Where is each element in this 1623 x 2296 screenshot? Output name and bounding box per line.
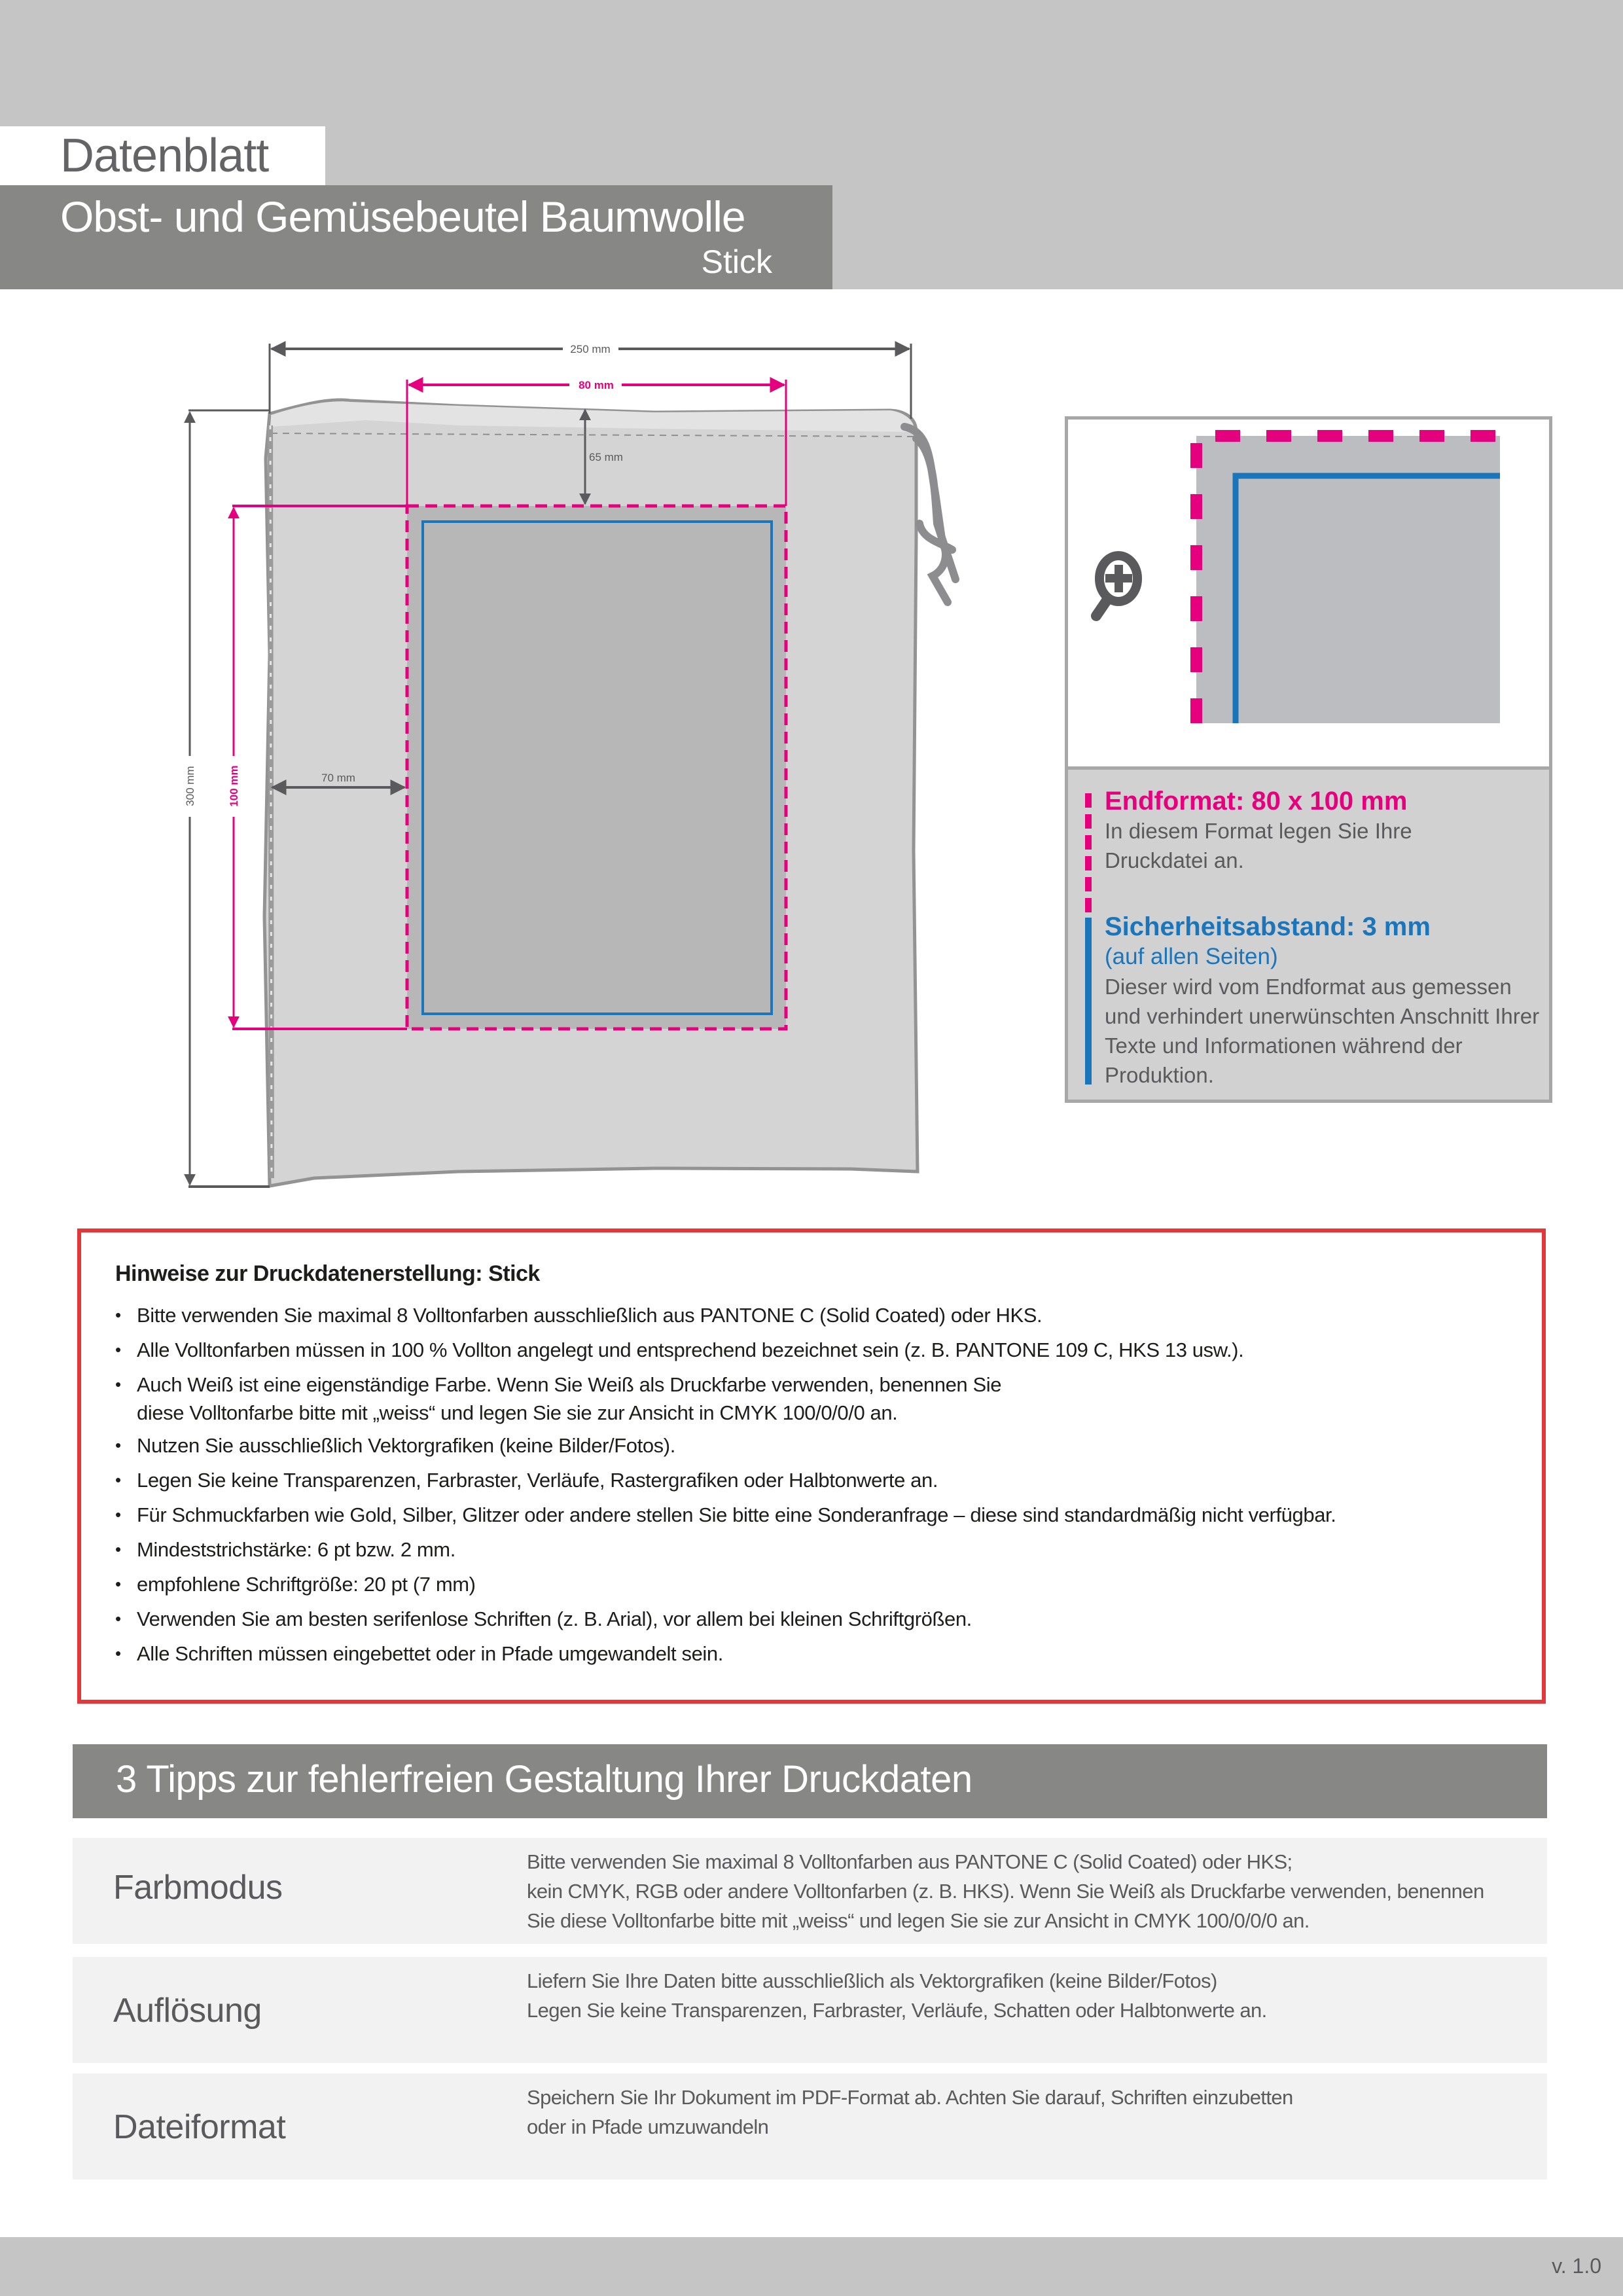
print-notes-box: [77, 1229, 1546, 1704]
dim-height-print: 100 mm: [228, 765, 240, 807]
note-text: Alle Volltonfarben müssen in 100 % Vollton angelegt und entsprechend bezeichnet sein (z. B. PANTONE 109 C, HKS 13 usw.).: [137, 1338, 1244, 1361]
tip-label: Dateiformat: [113, 2108, 286, 2146]
note-item: [115, 1636, 1336, 1671]
dim-offset-left: 70 mm: [321, 772, 355, 784]
note-item: [115, 1532, 1336, 1567]
dim-height-total: 300 mm: [184, 766, 196, 806]
tip-line: Legen Sie keine Transparenzen, Farbraster, Verläufe, Schatten oder Halbtonwerte an.: [527, 1999, 1267, 2022]
tip-row-farbmodus: [73, 1838, 1547, 1944]
tip-row-aufloesung: [73, 1957, 1547, 2063]
tip-row-dateiformat: [73, 2073, 1547, 2179]
safety-subtitle: (auf allen Seiten): [1105, 944, 1278, 969]
corner-detail: [1068, 420, 1549, 766]
safety-text: Dieser wird vom Endformat aus gemessen und verhindert unerwünschten Anschnitt Ihrer Texte und Informationen während der Produktion.: [1105, 975, 1540, 1087]
tip-line: Speichern Sie Ihr Dokument im PDF-Format ab. Achten Sie darauf, Schriften einzubetten: [527, 2086, 1293, 2109]
endformat-dash-mark: [1085, 793, 1092, 924]
note-text: Bitte verwenden Sie maximal 8 Volltonfarben ausschließlich aus PANTONE C (Solid Coated) oder HKS.: [137, 1304, 1043, 1327]
print-area: [407, 506, 786, 1029]
tips-header: [73, 1744, 1547, 1818]
note-text: Auch Weiß ist eine eigenständige Farbe. Wenn Sie Weiß als Druckfarbe verwenden, benennen Sie: [137, 1373, 1002, 1396]
note-item: [115, 1602, 1336, 1636]
note-text: Verwenden Sie am besten serifenlose Schriften (z. B. Arial), vor allem bei kleinen Schriftgrößen.: [137, 1607, 972, 1630]
safety-legend: [1105, 912, 1550, 1090]
note-item: [115, 1367, 1336, 1428]
corner-zoom-view: [1068, 420, 1549, 766]
tip-line: Bitte verwenden Sie maximal 8 Volltonfarben aus PANTONE C (Solid Coated) oder HKS;: [527, 1850, 1293, 1873]
tip-line: oder in Pfade umzuwandeln: [527, 2115, 769, 2138]
note-text-line2: diese Volltonfarbe bitte mit „weiss“ und legen Sie sie zur Ansicht in CMYK 100/0/0/0 an.: [137, 1401, 898, 1424]
endformat-title: Endformat: 80 x 100 mm: [1105, 787, 1408, 816]
tip-line: Sie diese Volltonfarbe bitte mit „weiss“ und legen Sie sie zur Ansicht in CMYK 100/0/0/0 an.: [527, 1909, 1310, 1932]
note-item: [115, 1463, 1336, 1498]
tip-text: [527, 1966, 1267, 2025]
bag-diagram: [0, 289, 1021, 1219]
zoom-in-icon: [1096, 556, 1137, 616]
note-text: Nutzen Sie ausschließlich Vektorgrafiken (keine Bilder/Fotos).: [137, 1434, 675, 1457]
product-bar: [0, 185, 832, 289]
product-title: Obst- und Gemüsebeutel Baumwolle: [60, 192, 745, 241]
note-item: [115, 1498, 1336, 1532]
note-text: empfohlene Schriftgröße: 20 pt (7 mm): [137, 1573, 476, 1596]
version-label: v. 1.0: [1552, 2254, 1601, 2278]
endformat-text: In diesem Format legen Sie Ihre Druckdatei an.: [1105, 819, 1412, 872]
format-info-panel: [1065, 416, 1552, 1103]
tip-text: [527, 2083, 1293, 2142]
tip-text: [527, 1847, 1484, 1935]
safety-line-mark: [1085, 918, 1092, 1085]
note-item: [115, 1333, 1336, 1367]
note-text: Mindeststrichstärke: 6 pt bzw. 2 mm.: [137, 1538, 455, 1561]
doc-type-box: [0, 126, 325, 185]
doc-type-title: Datenblatt: [60, 130, 269, 182]
safety-title: Sicherheitsabstand: 3 mm: [1105, 912, 1431, 941]
notes-list: [115, 1298, 1336, 1671]
note-item: [115, 1298, 1336, 1333]
tip-line: Liefern Sie Ihre Daten bitte ausschließlich als Vektorgrafiken (keine Bilder/Fotos): [527, 1969, 1217, 1992]
dim-width-total: 250 mm: [570, 343, 611, 355]
note-item: [115, 1428, 1336, 1463]
tip-label: Farbmodus: [113, 1869, 283, 1907]
note-item: [115, 1567, 1336, 1602]
dim-width-print: 80 mm: [579, 379, 614, 391]
endformat-legend: [1105, 787, 1471, 875]
method-label: Stick: [701, 243, 772, 280]
dim-offset-top: 65 mm: [589, 451, 623, 463]
tip-label: Auflösung: [113, 1992, 262, 2030]
note-text: Alle Schriften müssen eingebettet oder in Pfade umgewandelt sein.: [137, 1642, 723, 1665]
note-text: Legen Sie keine Transparenzen, Farbraster, Verläufe, Rastergrafiken oder Halbtonwerte an.: [137, 1469, 938, 1492]
note-text: Für Schmuckfarben wie Gold, Silber, Glitzer oder andere stellen Sie bitte eine Sonderanfrage – diese sind standardmäßig nicht verfügbar.: [137, 1503, 1336, 1526]
footer-band: [0, 2237, 1623, 2296]
notes-title: Hinweise zur Druckdatenerstellung: Stick: [115, 1261, 540, 1286]
tip-line: kein CMYK, RGB oder andere Volltonfarben (z. B. HKS). Wenn Sie Weiß als Druckfarbe verwenden, benennen: [527, 1880, 1484, 1903]
tips-title: 3 Tipps zur fehlerfreien Gestaltung Ihrer Druckdaten: [116, 1758, 972, 1801]
format-legend: [1068, 766, 1549, 1100]
